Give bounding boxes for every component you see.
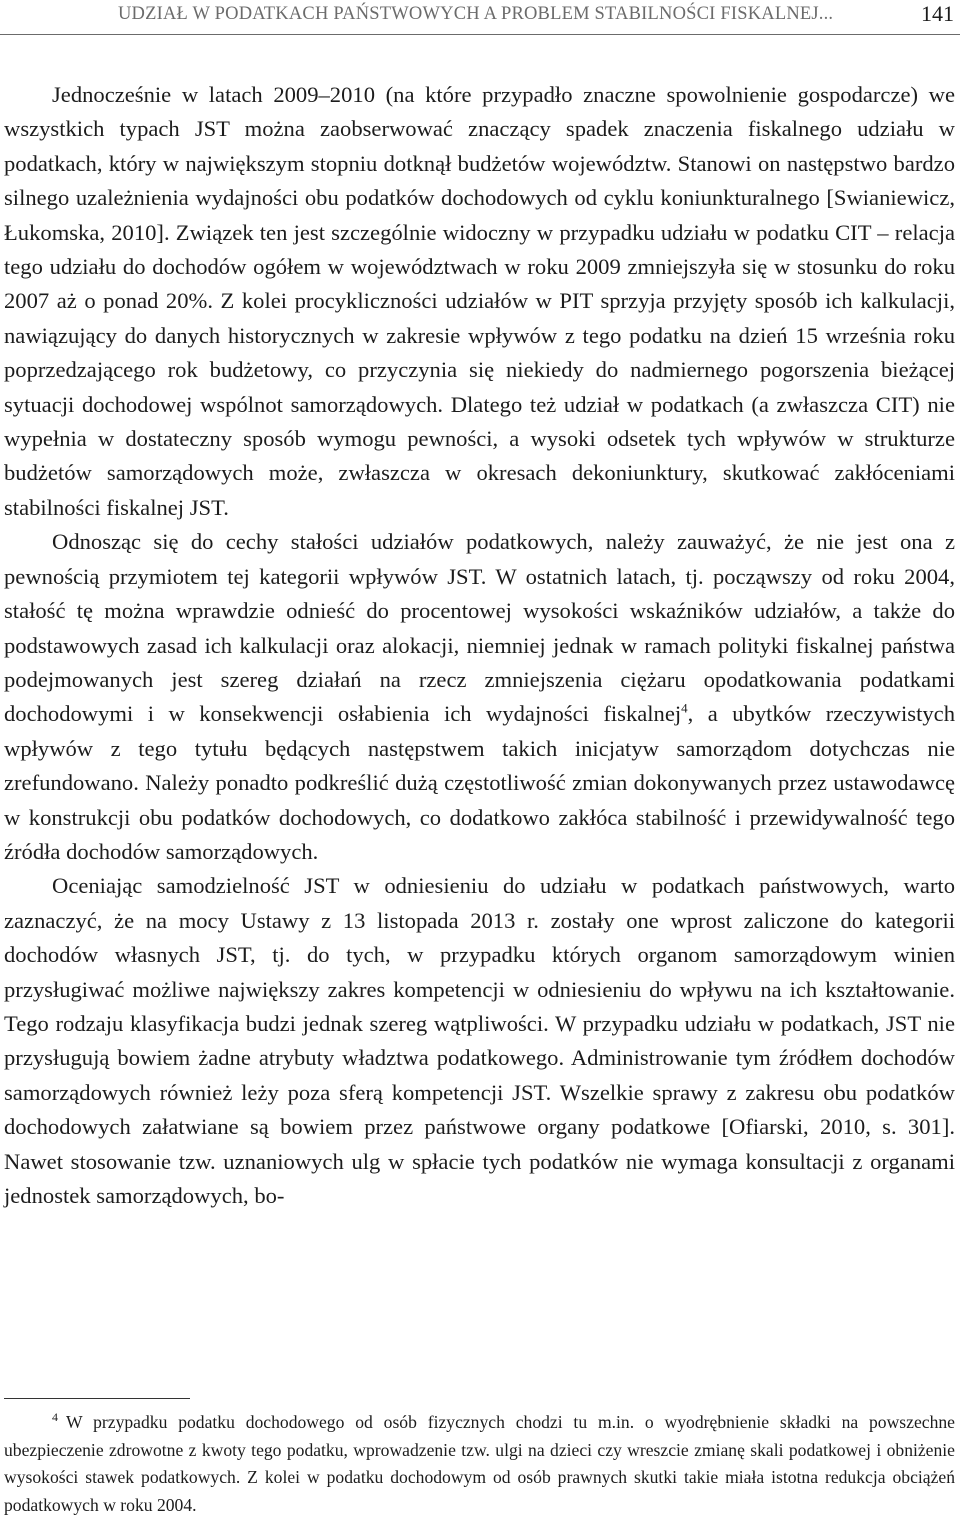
paragraph bbox=[4, 869, 955, 1213]
footnote-text: W przypadku podatku dochodowego od osób fizycznych chodzi tu m.in. o wyodrębnienie składki na powszechne ubezpieczenie zdrowotne z kwoty tego podatku, wprowadzenie tzw. ulgi na dzieci czy wreszcie zmianę skali podatkowej i obniżenie wysokości stawek podatkowych. Z kolei w podatku dochodowym od osób prawnych skutki takie miała istotna redukcja obciążeń podatkowych w roku 2004. bbox=[4, 1412, 955, 1515]
paragraph-text: Odnosząc się do cechy stałości udziałów podatkowych, należy zauważyć, że nie jest ona z pewnością przymiotem tej kategorii wpływów JST. W ostatnich latach, tj. począwszy od roku 2004, stałość tę można wprawdzie odnieść do procentowej wysokości wskaźników udziałów, a także do podstawowych zasad ich kalkulacji oraz alokacji, niemniej jednak w ramach polityki fiskalnej państwa podejmowanych jest szereg działań na rzecz zmniejszenia ciężaru opodatkowania podatkami dochodowymi i w konsekwencji osłabienia ich wydajności fiskalnej bbox=[4, 529, 955, 727]
footnote bbox=[4, 1409, 955, 1519]
footnote-divider bbox=[4, 1398, 190, 1399]
footnote-reference[interactable]: 4 bbox=[681, 700, 688, 716]
footnote-marker: 4 bbox=[52, 1410, 58, 1425]
running-header bbox=[0, 0, 960, 35]
body-text bbox=[4, 78, 955, 1213]
paragraph-text: Jednocześnie w latach 2009–2010 (na które przypadło znaczne spowolnienie gospodarcze) we wszystkich typach JST można zaobserwować znaczący spadek znaczenia fiskalnego udziału w podatkach, który w największym stopniu dotknął budżetów województw. Stanowi on następstwo bardzo silnego uzależnienia wydajności obu podatków dochodowych od cyklu koniunkturalnego [Swianiewicz, Łukomska, 2010]. Związek ten jest szczególnie widoczny w przypadku udziału w podatku CIT – relacja tego udziału do dochodów ogółem w województwach w roku 2009 zmniejszyła się w stosunku do roku 2007 aż o ponad 20%. Z kolei procykliczności udziałów w PIT sprzyja przyjęty sposób ich kalkulacji, nawiązujący do danych historycznych w zakresie wpływów z tego podatku na dzień 15 września roku poprzedzającego rok budżetowy, co przyczynia się niekiedy do nadmiernego pogorszenia bieżącej sytuacji dochodowej wspólnot samorządowych. Dlatego też udział w podatkach (a zwłaszcza CIT) nie wypełnia w dostateczny sposób wymogu pewności, a wysoki odsetek tych wpływów w strukturze budżetów samorządowych może, zwłaszcza w okresach dekoniunktury, skutkować zakłóceniami stabilności fiskalnej JST. bbox=[4, 82, 955, 520]
paragraph-text: , a ubytków rzeczywistych wpływów z tego tytułu będących następstwem takich inicjatyw samorządom dotychczas nie zrefundowano. Należy ponadto podkreślić dużą częstotliwość zmian dokonywanych przez ustawodawcę w konstrukcji obu podatków dochodowych, co dodatkowo zakłóca stabilność i przewidywalność tego źródła dochodów samorządowych. bbox=[4, 701, 955, 864]
paragraph-text: Oceniając samodzielność JST w odniesieniu do udziału w podatkach państwowych, warto zaznaczyć, że na mocy Ustawy z 13 listopada 2013 r. zostały one wprost zaliczone do kategorii dochodów własnych JST, tj. do tych, w przypadku których organom samorządowym winien przysługiwać możliwe największy zakres kompetencji w odniesieniu do wpływu na ich kształtowanie. Tego rodzaju klasyfikacja budzi jednak szereg wątpliwości. W przypadku udziału w podatkach, JST nie przysługują bowiem żadne atrybuty władztwa podatkowego. Administrowanie tym źródłem dochodów samorządowych również leży poza sferą kompetencji JST. Wszelkie sprawy z zakresu obu podatków dochodowych załatwiane są bowiem przez państwowe organy podatkowe [Ofiarski, 2010, s. 301]. Nawet stosowanie tzw. uznaniowych ulg w spłacie tych podatków nie wymaga konsultacji z organami jednostek samorządowych, bo- bbox=[4, 873, 955, 1208]
paragraph bbox=[4, 78, 955, 525]
page-number: 141 bbox=[921, 1, 954, 26]
running-title: UDZIAŁ W PODATKACH PAŃSTWOWYCH A PROBLEM STABILNOŚCI FISKALNEJ... bbox=[118, 4, 834, 24]
paragraph bbox=[4, 525, 955, 869]
